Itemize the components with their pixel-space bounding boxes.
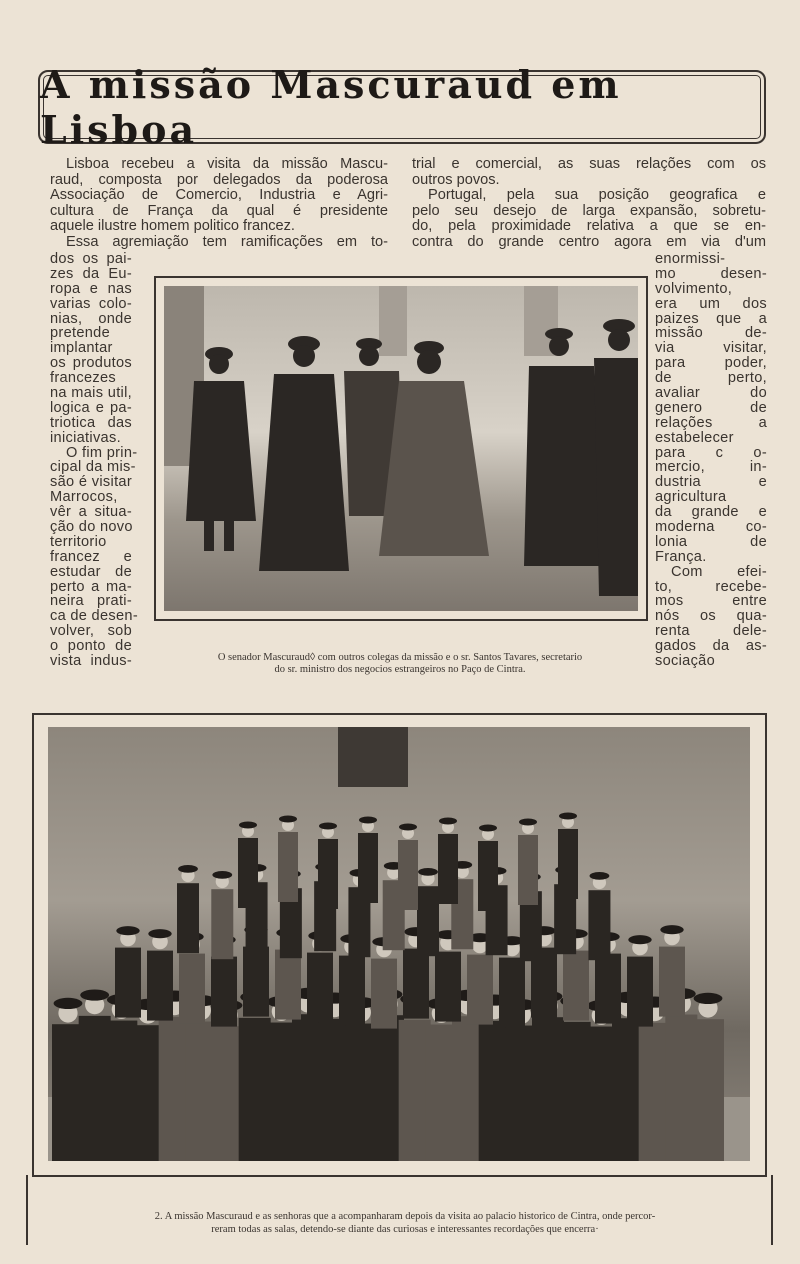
text-line: agricultura — [655, 489, 727, 506]
text-line: lonia de — [655, 533, 767, 550]
text-line: Portugal, pela sua posição geografica e — [428, 187, 766, 203]
person-figure — [659, 925, 685, 1016]
caption-line: reram todas as salas, detendo-se diante das curiosas e interessantes recordações que encerra· — [211, 1224, 599, 1235]
text-line: renta dele- — [655, 623, 767, 640]
person-figure — [318, 823, 338, 910]
text-line: do, pela proximidade relativa a que se en- — [412, 218, 766, 234]
text-line: Marrocos, — [50, 489, 118, 506]
text-line: na mais util, — [50, 385, 132, 402]
person-figure — [478, 825, 498, 912]
text-line: avaliar do — [655, 385, 767, 402]
text-line: da grande e — [655, 504, 767, 521]
text-line: territorio — [50, 533, 107, 550]
text-line: to, recebe- — [655, 578, 767, 595]
text-line: paizes que a — [655, 310, 767, 327]
text-line: de perto, — [655, 370, 767, 387]
text-line: os produtos — [50, 355, 132, 372]
person-figure — [358, 817, 378, 904]
photo2-caption — [60, 1210, 750, 1236]
text-line: cultura de França da qual é presidente — [50, 202, 388, 219]
text-line: outros povos. — [412, 171, 500, 188]
text-line: ca de desen- — [50, 608, 138, 625]
person-figure — [558, 813, 578, 900]
left-column-narrow — [50, 251, 138, 670]
person-figure — [211, 871, 233, 959]
text-line: missão de- — [655, 325, 767, 342]
text-line: iniciativas. — [50, 429, 121, 446]
person-figure — [278, 816, 298, 903]
text-line: moderna co- — [655, 519, 767, 536]
person-figure — [518, 819, 538, 906]
person-figure — [438, 818, 458, 905]
text-line: vêr a situa- — [50, 504, 132, 521]
text-line: nias, onde — [50, 310, 132, 327]
text-line: mercio, in- — [655, 459, 767, 476]
text-line: zes da Eu- — [50, 265, 132, 282]
text-line: dos os pai- — [50, 251, 132, 267]
text-line: enormissi- — [655, 251, 726, 267]
text-line: o ponto de — [50, 638, 132, 655]
right-column-top — [412, 157, 766, 250]
text-line: ropa e nas — [50, 280, 132, 297]
text-line: trial e comercial, as suas relações com os — [412, 156, 766, 172]
text-line: pelo seu desejo de larga expansão, sobretu- — [412, 202, 766, 219]
text-line: estudar de — [50, 563, 132, 580]
frame-ornament-left — [26, 1175, 28, 1245]
text-line: era um dos — [655, 295, 767, 312]
photo1-caption — [150, 652, 650, 676]
text-line: logica e pa- — [50, 399, 132, 416]
person-figure — [627, 935, 653, 1026]
text-line: mo desen- — [655, 265, 767, 282]
text-line: Essa agremiação tem ramificações em to- — [66, 233, 388, 250]
text-line: mos entre — [655, 593, 767, 610]
text-line: via visitar, — [655, 340, 767, 357]
doorway — [338, 727, 408, 787]
caption-line: 2. A missão Mascuraud e as senhoras que a acompanharam depois da visita ao palacio historico de Cintra, onde percor- — [154, 1211, 656, 1222]
text-line: ção do novo — [50, 519, 133, 536]
text-line: cipal da mis- — [50, 459, 136, 476]
text-line: vista indus- — [50, 653, 132, 670]
text-line: pretende — [50, 325, 111, 342]
text-line: triotica das — [50, 414, 132, 431]
text-line: francez e — [50, 548, 132, 565]
text-line: contra do grande centro agora em via d'um — [412, 233, 766, 250]
text-line: Associação de Comercio, Industria e Agri- — [50, 187, 388, 203]
text-line: perto a ma- — [50, 578, 132, 595]
text-line: nós os qua- — [655, 608, 767, 625]
person-figure — [371, 937, 397, 1028]
photo2-frame — [32, 713, 767, 1177]
person-figure — [588, 872, 610, 960]
person-figure — [238, 822, 258, 909]
text-line: relações a — [655, 414, 767, 431]
photo1-frame — [154, 276, 648, 621]
text-line: Lisboa recebeu a visita da missão Mascu- — [66, 156, 388, 172]
photo2-crowd — [48, 727, 750, 1161]
frame-ornament-right — [771, 1175, 773, 1245]
wall-column — [379, 286, 407, 356]
text-line: para c o- — [655, 444, 767, 461]
person-figure — [177, 865, 199, 953]
text-line: França. — [655, 548, 707, 565]
left-column-top — [50, 157, 388, 250]
photo-mission-group — [48, 727, 750, 1161]
text-line: neira prati- — [50, 593, 132, 610]
article-title: A missão Mascuraud em Lisboa — [40, 62, 622, 152]
text-line: Com efei- — [671, 563, 767, 580]
text-line: para poder, — [655, 355, 767, 372]
text-line: aquele ilustre homem politico francez. — [50, 218, 295, 234]
text-line: implantar — [50, 340, 113, 357]
text-line: genero de — [655, 399, 767, 416]
photo-senator-mascuraud — [164, 286, 638, 611]
text-line: raud, composta por delegados da poderosa — [50, 171, 388, 188]
person-figure — [147, 929, 173, 1020]
photo1-figures — [164, 286, 638, 611]
text-line: O fim prin- — [66, 444, 138, 461]
title-box — [38, 62, 766, 152]
text-line: são é visitar — [50, 474, 132, 491]
caption-line: do sr. ministro dos negocios estrangeiros no Paço de Cintra. — [274, 664, 526, 675]
text-line: estabelecer — [655, 429, 734, 446]
text-line: gados da as- — [655, 638, 767, 655]
person-figure — [417, 868, 439, 956]
person-figure — [398, 824, 418, 911]
text-line: varias colo- — [50, 295, 132, 312]
person-figure — [115, 926, 141, 1017]
person-figures — [186, 319, 638, 596]
text-line: dustria e — [655, 474, 767, 491]
right-column-narrow — [655, 252, 767, 669]
text-line: sociação — [655, 653, 715, 670]
text-line: volver, sob — [50, 623, 132, 640]
text-line: francezes — [50, 370, 116, 387]
caption-line: O senador Mascuraud◊ com outros colegas da missão e o sr. Santos Tavares, secretario — [217, 652, 583, 663]
text-line: volvimento, — [655, 280, 733, 297]
